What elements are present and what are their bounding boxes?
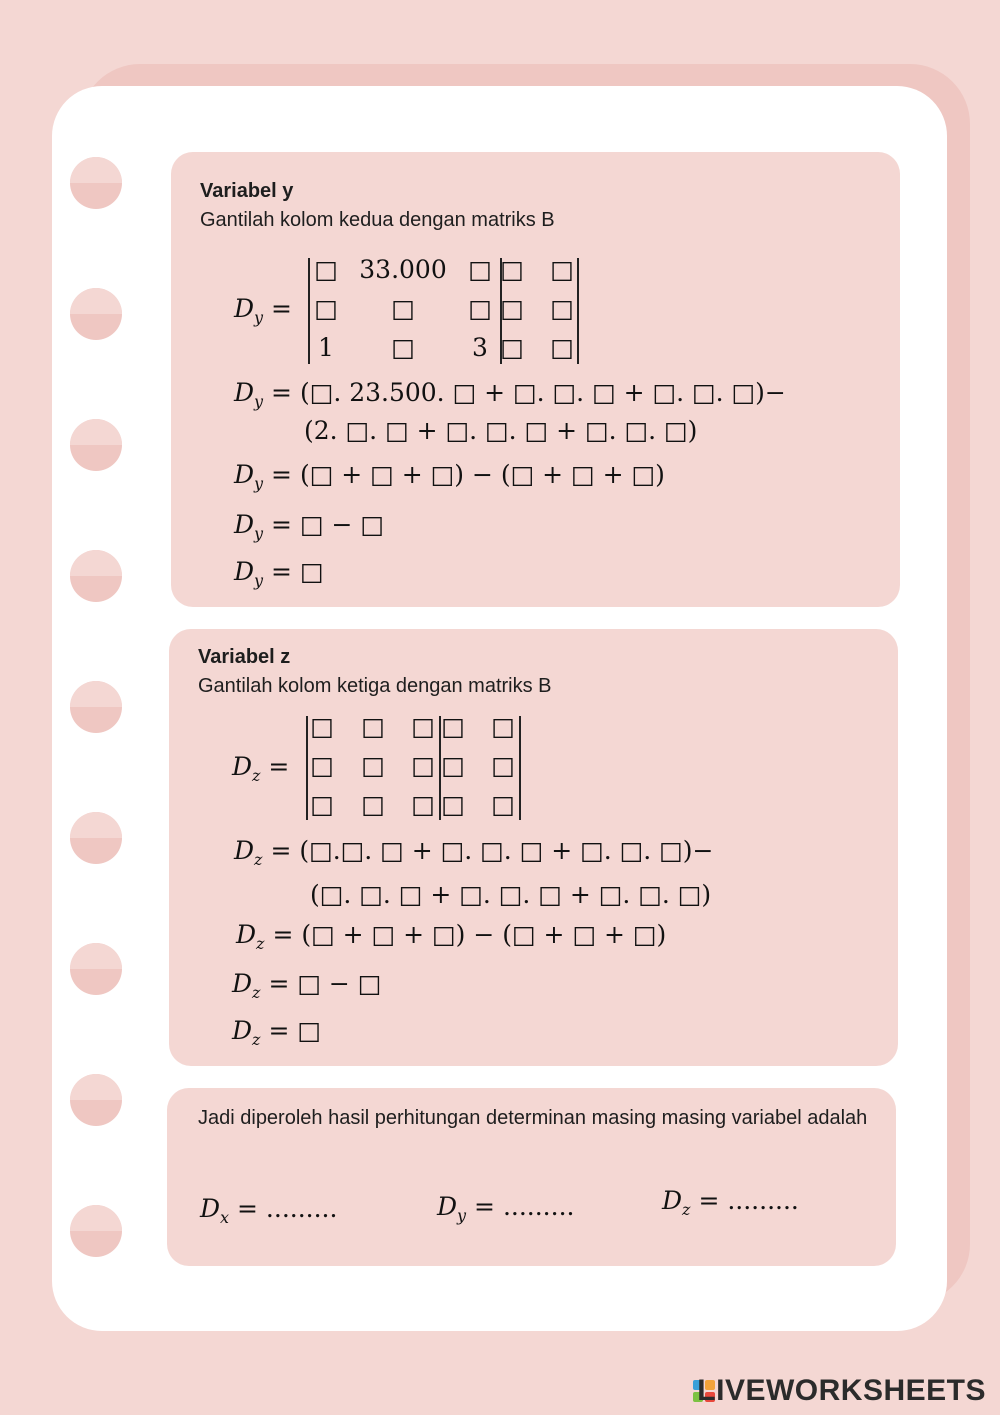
matrix-cell[interactable]: □ <box>468 255 492 284</box>
matrix-cell[interactable]: □ <box>441 790 465 819</box>
equation-line: $D_z$ = □ <box>232 1016 321 1049</box>
matrix-cell[interactable]: □ <box>361 790 385 819</box>
matrix-cell[interactable]: □ <box>314 294 338 323</box>
det-label: $D_y$ = <box>234 294 292 327</box>
matrix-cell[interactable]: □ <box>361 712 385 741</box>
matrix-cell[interactable]: 3 <box>472 333 488 362</box>
matrix-cell[interactable]: □ <box>500 333 524 362</box>
equation-line: $D_y$ = □ − □ <box>234 510 385 543</box>
equation-line: (□. □. □ + □. □. □ + □. □. □) <box>310 880 712 909</box>
matrix-cell[interactable]: □ <box>550 255 574 284</box>
equation-line: $D_y$ = (□ + □ + □) − (□ + □ + □) <box>234 460 665 493</box>
binder-ring <box>70 812 122 864</box>
matrix-cell[interactable]: □ <box>361 751 385 780</box>
binder-ring <box>70 1205 122 1257</box>
matrix-cell[interactable]: 33.000 <box>359 255 447 284</box>
matrix-cell[interactable]: 1 <box>318 333 334 362</box>
matrix-cell[interactable]: □ <box>491 790 515 819</box>
matrix-cell[interactable]: □ <box>314 255 338 284</box>
equation-line: $D_y$ = (□. 23.500. □ + □. □. □ + □. □. □)− <box>234 378 786 411</box>
matrix-cell[interactable]: □ <box>391 294 415 323</box>
equation-line: $D_z$ = (□.□. □ + □. □. □ + □. □. □)− <box>234 836 714 869</box>
matrix-cell[interactable]: □ <box>550 333 574 362</box>
section-title: Variabel y <box>200 180 294 202</box>
answer-dx[interactable]: $D_x$ = ......... <box>200 1194 338 1227</box>
binder-ring <box>70 157 122 209</box>
matrix-cell[interactable]: □ <box>441 751 465 780</box>
matrix-cell[interactable]: □ <box>310 790 334 819</box>
matrix-cell[interactable]: □ <box>411 790 435 819</box>
binder-ring <box>70 943 122 995</box>
matrix-cell[interactable]: □ <box>500 294 524 323</box>
matrix-cell[interactable]: □ <box>500 255 524 284</box>
summary-text: Jadi diperoleh hasil perhitungan determinan masing masing variabel adalah <box>198 1107 868 1129</box>
section-instruction: Gantilah kolom ketiga dengan matriks B <box>198 675 552 697</box>
section-instruction: Gantilah kolom kedua dengan matriks B <box>200 209 555 231</box>
matrix-cell[interactable]: □ <box>491 751 515 780</box>
matrix-cell[interactable]: □ <box>411 712 435 741</box>
equation-line: (2. □. □ + □. □. □ + □. □. □) <box>304 416 698 445</box>
section-title: Variabel z <box>198 646 291 668</box>
binder-ring <box>70 550 122 602</box>
equation-line: $D_z$ = □ − □ <box>232 969 382 1002</box>
matrix-cell[interactable]: □ <box>468 294 492 323</box>
equation-line: $D_y$ = □ <box>234 557 324 590</box>
equation-line: $D_z$ = (□ + □ + □) − (□ + □ + □) <box>236 920 667 953</box>
binder-ring <box>70 681 122 733</box>
matrix-cell[interactable]: □ <box>411 751 435 780</box>
binder-ring <box>70 419 122 471</box>
answer-dz[interactable]: $D_z$ = ......... <box>662 1186 799 1219</box>
matrix-cell[interactable]: □ <box>491 712 515 741</box>
det-label: $D_z$ = <box>232 752 290 785</box>
matrix-cell[interactable]: □ <box>310 751 334 780</box>
matrix-cell[interactable]: □ <box>441 712 465 741</box>
matrix-cell[interactable]: □ <box>550 294 574 323</box>
matrix-cell[interactable]: □ <box>310 712 334 741</box>
brand-name: LIVEWORKSHEETS <box>697 1374 986 1407</box>
binder-ring <box>70 1074 122 1126</box>
matrix-cell[interactable]: □ <box>391 333 415 362</box>
answer-dy[interactable]: $D_y$ = ......... <box>437 1192 575 1225</box>
binder-ring <box>70 288 122 340</box>
